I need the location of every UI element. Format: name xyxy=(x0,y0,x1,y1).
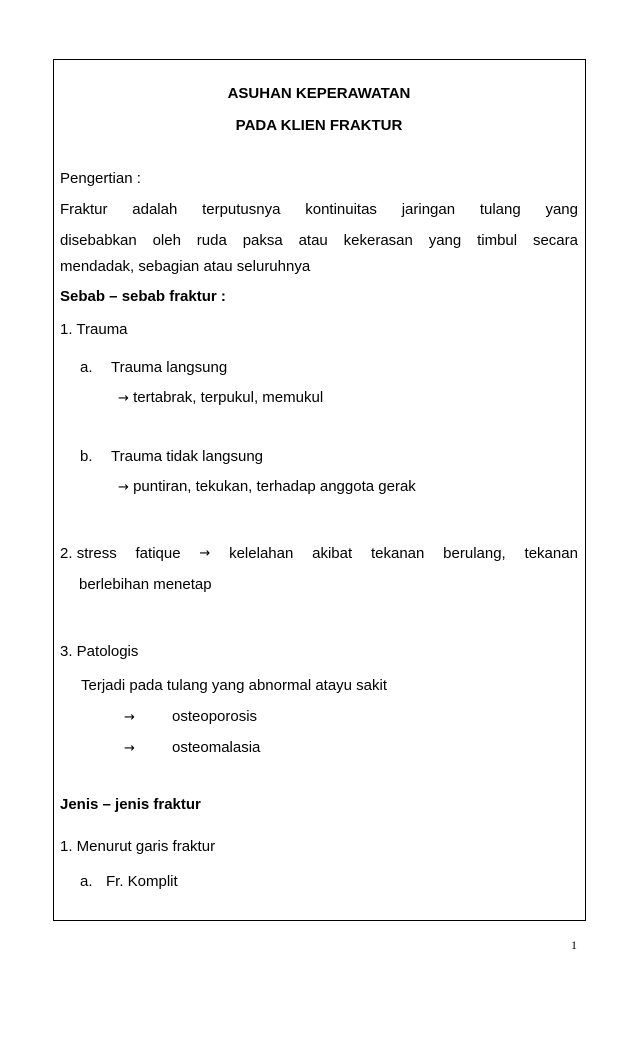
list-marker-a: a. xyxy=(80,359,93,376)
word: berulang, xyxy=(443,545,506,562)
document-subtitle: PADA KLIEN FRAKTUR xyxy=(235,117,403,134)
arrow-right-icon: → xyxy=(124,741,135,756)
trauma-tidak-langsung-detail xyxy=(118,478,416,497)
document-title: ASUHAN KEPERAWATAN xyxy=(227,85,411,102)
sebab-item-2-line-2: berlebihan menetap xyxy=(79,576,212,593)
word: kelelahan xyxy=(229,545,294,562)
sebab-item-1: 1. Trauma xyxy=(60,321,128,338)
detail-text: tertabrak, terpukul, memukul xyxy=(133,389,324,406)
word: fatique xyxy=(135,545,181,562)
trauma-langsung: Trauma langsung xyxy=(111,359,228,376)
osteoporosis: osteoporosis xyxy=(172,708,258,725)
jenis-heading: Jenis – jenis fraktur xyxy=(60,796,201,813)
osteomalasia: osteomalasia xyxy=(172,739,261,756)
fr-komplit: Fr. Komplit xyxy=(106,873,178,890)
item-2-number-stress: 2. stress xyxy=(60,545,117,562)
sebab-item-2-line-1 xyxy=(60,545,578,563)
list-marker-a: a. xyxy=(80,873,93,890)
patologis-desc: Terjadi pada tulang yang abnormal atayu sakit xyxy=(81,677,388,694)
arrow-right-icon: → xyxy=(118,391,129,406)
word: tekanan xyxy=(370,545,425,562)
jenis-item-1: 1. Menurut garis fraktur xyxy=(60,838,216,855)
trauma-langsung-detail xyxy=(118,389,323,408)
pengertian-heading: Pengertian : xyxy=(60,170,141,187)
page-number: 1 xyxy=(571,938,577,952)
sebab-heading: Sebab – sebab fraktur : xyxy=(60,288,226,305)
word: tekanan xyxy=(524,545,578,562)
sebab-item-3: 3. Patologis xyxy=(60,643,139,660)
arrow-right-icon: → xyxy=(124,710,135,725)
pengertian-line-3: mendadak, sebagian atau seluruhnya xyxy=(60,258,311,275)
pengertian-line-1: Fraktur adalah terputusnya kontinuitas jaringan tulang yang xyxy=(60,201,578,218)
pengertian-line-2: disebabkan oleh ruda paksa atau kekerasan yang timbul secara xyxy=(60,232,578,249)
arrow-right-icon: → xyxy=(199,546,211,561)
detail-text: puntiran, tekukan, terhadap anggota gerak xyxy=(133,478,416,495)
trauma-tidak-langsung: Trauma tidak langsung xyxy=(111,448,264,465)
arrow-right-icon: → xyxy=(118,480,129,495)
list-marker-b: b. xyxy=(80,448,93,465)
word: akibat xyxy=(312,545,353,562)
